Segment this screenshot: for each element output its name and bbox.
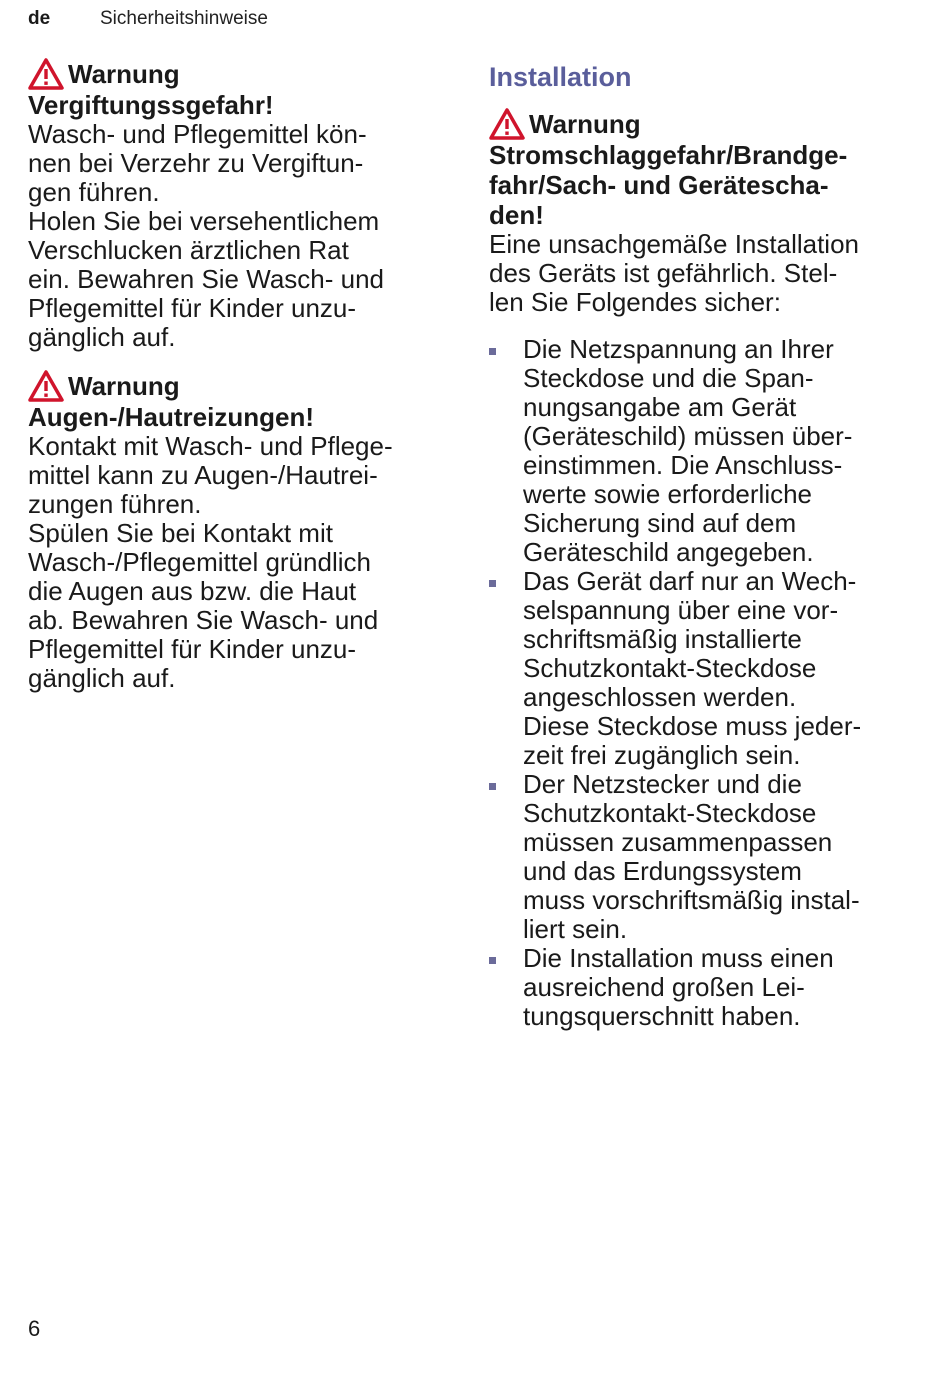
warning-triangle-icon — [28, 370, 64, 402]
warning-label: Warnung — [68, 371, 180, 401]
warning-label: Warnung — [529, 109, 641, 139]
warning-electric-shock — [489, 108, 929, 317]
warning-poisoning — [28, 58, 458, 352]
section-title: Sicherheitshinweise — [100, 8, 268, 29]
list-item: Der Netzstecker und die Schutzkontakt-Steckdose müssen zusammenpassen und das Erdungssystem muss vorschriftsmäßig instal- liert sein. — [489, 770, 929, 944]
bullet-square-icon — [489, 348, 496, 355]
warning-triangle-icon — [28, 58, 64, 90]
right-column — [489, 58, 929, 1031]
warning-title: Vergiftungssgefahr! — [28, 90, 274, 120]
section-heading-installation: Installation — [489, 62, 632, 92]
warning-text: Eine unsachgemäße Installation des Geräts ist gefährlich. Stel- len Sie Folgendes sicher: — [489, 229, 860, 317]
warning-text: Wasch- und Pflegemittel kön- nen bei Verzehr zu Vergiftun- gen führen. Holen Sie bei versehentlichem Verschlucken ärztlichen Rat ein. Bewahren Sie Wasch- und Pflegemittel für Kinder unzu- gänglich auf. — [28, 119, 385, 352]
warning-title: Stromschlaggefahr/Brandge- fahr/Sach- und Gerätescha- den! — [489, 140, 848, 230]
language-code: de — [28, 8, 51, 29]
left-column — [28, 58, 458, 711]
page-number: 6 — [28, 1316, 41, 1341]
installation-requirements-list — [489, 335, 929, 1031]
warning-triangle-icon — [489, 108, 525, 140]
list-item: Die Installation muss einen ausreichend großen Lei- tungsquerschnitt haben. — [489, 944, 929, 1031]
list-item: Die Netzspannung an Ihrer Steckdose und die Span- nungsangabe am Gerät (Geräteschild) müssen über- einstimmen. Die Anschluss- werte sowie erforderliche Sicherung sind auf dem Geräteschild angegeben. — [489, 335, 929, 567]
bullet-square-icon — [489, 957, 496, 964]
warning-title: Augen-/Hautreizungen! — [28, 402, 314, 432]
list-item: Das Gerät darf nur an Wech- selspannung über eine vor- schriftsmäßig installierte Schutzkontakt-Steckdose angeschlossen werden. Diese Steckdose muss jeder- zeit frei zugänglich sein. — [489, 567, 929, 770]
warning-label: Warnung — [68, 59, 180, 89]
bullet-square-icon — [489, 580, 496, 587]
warning-eye-skin — [28, 370, 458, 693]
bullet-square-icon — [489, 783, 496, 790]
warning-text: Kontakt mit Wasch- und Pflege- mittel kann zu Augen-/Hautrei- zungen führen. Spülen Sie bei Kontakt mit Wasch-/Pflegemittel gründlich die Augen aus bzw. die Haut ab. Bewahren Sie Wasch- und Pflegemittel für Kinder unzu- gänglich auf. — [28, 431, 393, 693]
